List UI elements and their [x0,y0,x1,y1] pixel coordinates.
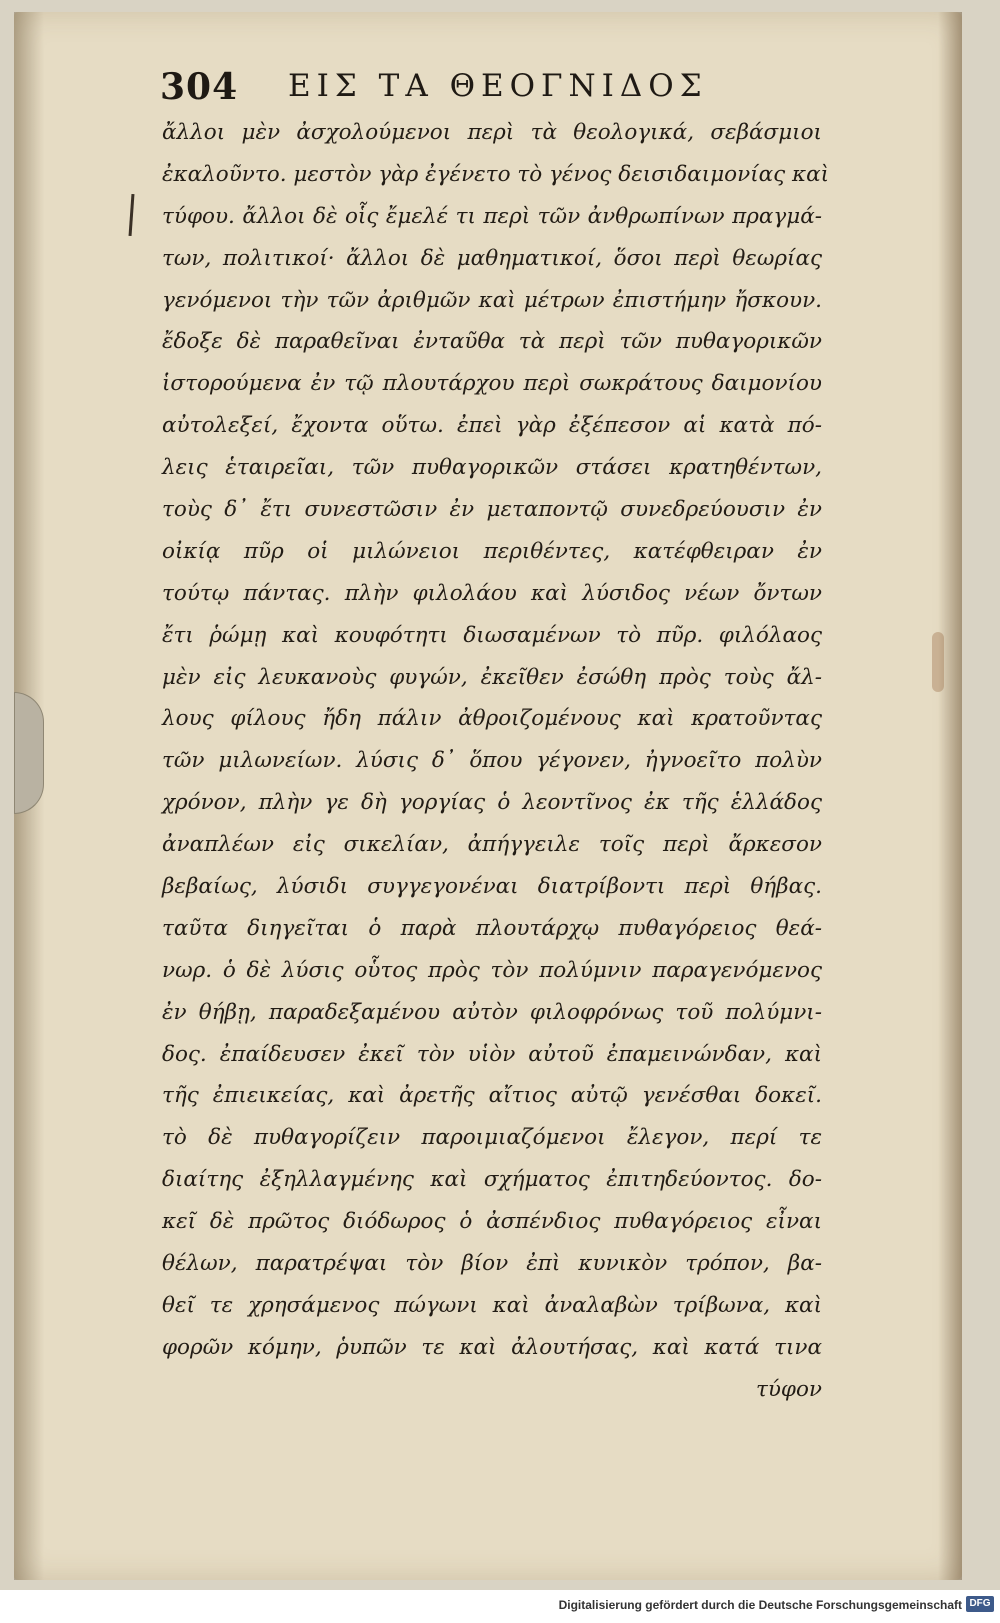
text-line: τοὺς δ᾽ ἔτι συνεστῶσιν ἐν μεταποντῷ συνεδρεύουσιν ἐν [162,497,822,523]
catchword: τύφον [755,1376,822,1402]
text-line: τῶν μιλωνείων. λύσις δ᾽ ὅπου γέγονεν, ἠγνοεῖτο πολὺν [162,748,822,774]
footer-bar [0,1590,1000,1623]
text-line: μὲν εἰς λευκανοὺς φυγών, ἐκεῖθεν ἐσώθη πρὸς τοὺς ἄλ- [162,664,822,690]
dfg-logo: DFG [966,1596,994,1612]
text-line: χρόνον, πλὴν γε δὴ γοργίας ὁ λεοντῖνος ἐκ τῆς ἑλλάδος [162,790,822,816]
page-edge-shadow [938,12,962,1580]
text-line: ἀναπλέων εἰς σικελίαν, ἀπήγγειλε τοῖς περὶ ἄρκεσον [162,832,822,858]
text-line: ἐν θήβῃ, παραδεξαμένου αὐτὸν φιλοφρόνως τοῦ πολύμνι- [162,999,822,1025]
page-number: 304 [160,66,239,108]
text-line: θέλων, παρατρέψαι τὸν βίον ἐπὶ κυνικὸν τρόπον, βα- [162,1251,822,1277]
text-line: βεβαίως, λύσιδι συγγεγονέναι διατρίβοντι περὶ θήβας. [162,874,822,900]
text-line: ἔτι ῥώμῃ καὶ κουφότητι διωσαμένων τὸ πῦρ. φιλόλαος [162,622,822,648]
text-line: ἐκαλοῦντο. μεστὸν γὰρ ἐγένετο τὸ γένος δεισιδαιμονίας καὶ [162,161,830,187]
text-line: δος. ἐπαίδευσεν ἐκεῖ τὸν υἱὸν αὐτοῦ ἐπαμεινώνδαν, καὶ [162,1041,822,1067]
text-line: διαίτης ἐξηλλαγμένης καὶ σχήματος ἐπιτηδεύοντος. δο- [162,1167,822,1193]
text-line: τούτῳ πάντας. πλὴν φιλολάου καὶ λύσιδος νέων ὄντων [162,580,822,606]
footer-credit: Digitalisierung gefördert durch die Deutsche Forschungsgemeinschaft [558,1598,962,1612]
text-line: φορῶν κόμην, ῥυπῶν τε καὶ ἀλουτήσας, καὶ κατά τινα [162,1334,822,1360]
text-line: λεις ἑταιρεῖαι, τῶν πυθαγορικῶν στάσει κρατηθέντων, [162,455,822,481]
page-clip [14,692,44,814]
text-line: ἔδοξε δὲ παραθεῖναι ἐνταῦθα τὰ περὶ τῶν πυθαγορικῶν [162,329,822,355]
text-line: οἰκίᾳ πῦρ οἱ μιλώνειοι περιθέντες, κατέφθειραν ἐν [162,538,822,564]
paper-stain [932,632,944,692]
text-line: τύφου. ἄλλοι δὲ οἷς ἔμελέ τι περὶ τῶν ἀνθρωπίνων πραγμά- [162,203,822,229]
text-line: τῆς ἐπιεικείας, καὶ ἀρετῆς αἴτιος αὐτῷ γενέσθαι δοκεῖ. [162,1083,822,1109]
text-line: ἱστορούμενα ἐν τῷ πλουτάρχου περὶ σωκράτους δαιμονίου [162,371,822,397]
text-line: λους φίλους ἤδη πάλιν ἀθροιζομένους καὶ κρατοῦντας [162,706,822,732]
text-line: αὐτολεξεί, ἔχοντα οὕτω. ἐπεὶ γὰρ ἐξέπεσον αἱ κατὰ πό- [162,413,822,439]
page-header [160,66,840,110]
text-line: θεῖ τε χρησάμενος πώγωνι καὶ ἀναλαβὼν τρίβωνα, καὶ [162,1292,822,1318]
text-line: γενόμενοι τὴν τῶν ἀριθμῶν καὶ μέτρων ἐπιστήμην ἤσκουν. [162,287,822,313]
text-line: ἄλλοι μὲν ἀσχολούμενοι περὶ τὰ θεολογικά, σεβάσμιοι [162,120,822,145]
body-text [162,112,830,1411]
running-title: ΕΙΣ ΤΑ ΘΕΟΓΝΙΔΟΣ [288,68,708,104]
text-line: κεῖ δὲ πρῶτος διόδωρος ὁ ἀσπένδιος πυθαγόρειος εἶναι [162,1209,822,1235]
text-line: τὸ δὲ πυθαγορίζειν παροιμιαζόμενοι ἔλεγον, περί τε [162,1125,822,1151]
text-line: ταῦτα διηγεῖται ὁ παρὰ πλουτάρχῳ πυθαγόρειος θεά- [162,915,822,941]
text-line: νωρ. ὁ δὲ λύσις οὗτος πρὸς τὸν πολύμνιν παραγενόμενος [162,957,822,983]
text-line: των, πολιτικοί· ἄλλοι δὲ μαθηματικοί, ὅσοι περὶ θεωρίας [162,245,822,271]
